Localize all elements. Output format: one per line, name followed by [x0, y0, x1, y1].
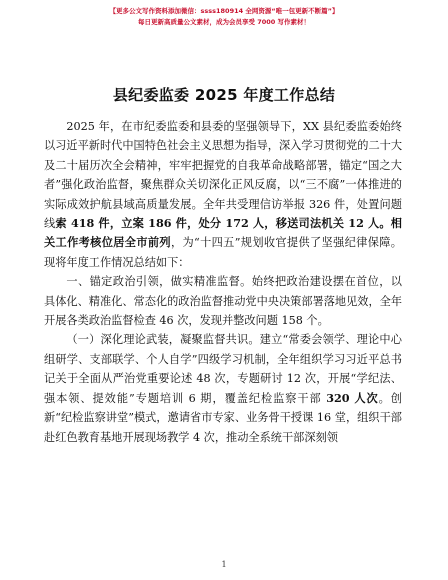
intro-text-bold: 索 418 件，立案 186 件，处分 172 人，移送司法机关 12 人。相关工作考核位居全市前列: [44, 216, 402, 250]
subsection-1-paragraph: [44, 330, 402, 446]
intro-text-1: 2025 年，在市纪委监委和县委的坚强领导下，XX 县纪委监委始终以习近平新时代中国特色社会主义思想为指导，深入学习贯彻党的二十大及二十届历次全会精神，牢牢把握党的自我革命战略部署，锚定“国之大者”强化政治监督，聚焦群众关切深化正风反腐，以“三不腐”一体推进的实际成效护航县域高质量发展。全年共受理信访举报 326 件，处置问题线: [44, 120, 403, 231]
intro-paragraph: [44, 117, 402, 272]
section-1-paragraph: 一、锚定政治引领，做实精准监督。始终把政治建设摆在首位，以具体化、精准化、常态化的政治监督推动党中央决策部署落地见效，全年开展各类政治监督检查 46 次，发现并整改问题 158 个。: [44, 275, 403, 328]
page-number: 1: [221, 560, 227, 569]
intro-text-3: ，为“十四五”规划收官提供了坚强纪律保障。现将年度工作情况总结如下：: [44, 236, 402, 269]
subsection-1-text-3: 。创新“纪检监察讲堂”模式，邀请省市专家、业务骨干授课 16 堂，组织干部赴红色教育基地开展现场教学 4 次，推动全系统干部深刻领: [44, 391, 402, 444]
promo-banner-line-1: 【更多公文写作资料添加微信：ssss180914 全网资源“唯一包更新不断篇”】: [109, 7, 339, 15]
document-body: [44, 117, 402, 447]
promo-banner: [0, 6, 448, 28]
subsection-1-text-bold: 320 人次: [326, 390, 379, 405]
document-title: 县纪委监委 2025 年度工作总结: [112, 86, 336, 104]
promo-banner-line-2: 每日更新高质量公文素材，成为会员享受 7000 写作素材！: [137, 18, 311, 26]
subsection-1-text-1: （一）深化理论武装，凝聚监督共识。建立“常委会领学、理论中心组研学、支部联学、个人自学”四级学习机制，全年组织学习习近平总书记关于全面从严治党重要论述 48 次，专题研讨 12 次，开展“学纪法、强本领、提效能”专题培训 6 期，覆盖纪检监察干部: [44, 333, 402, 405]
